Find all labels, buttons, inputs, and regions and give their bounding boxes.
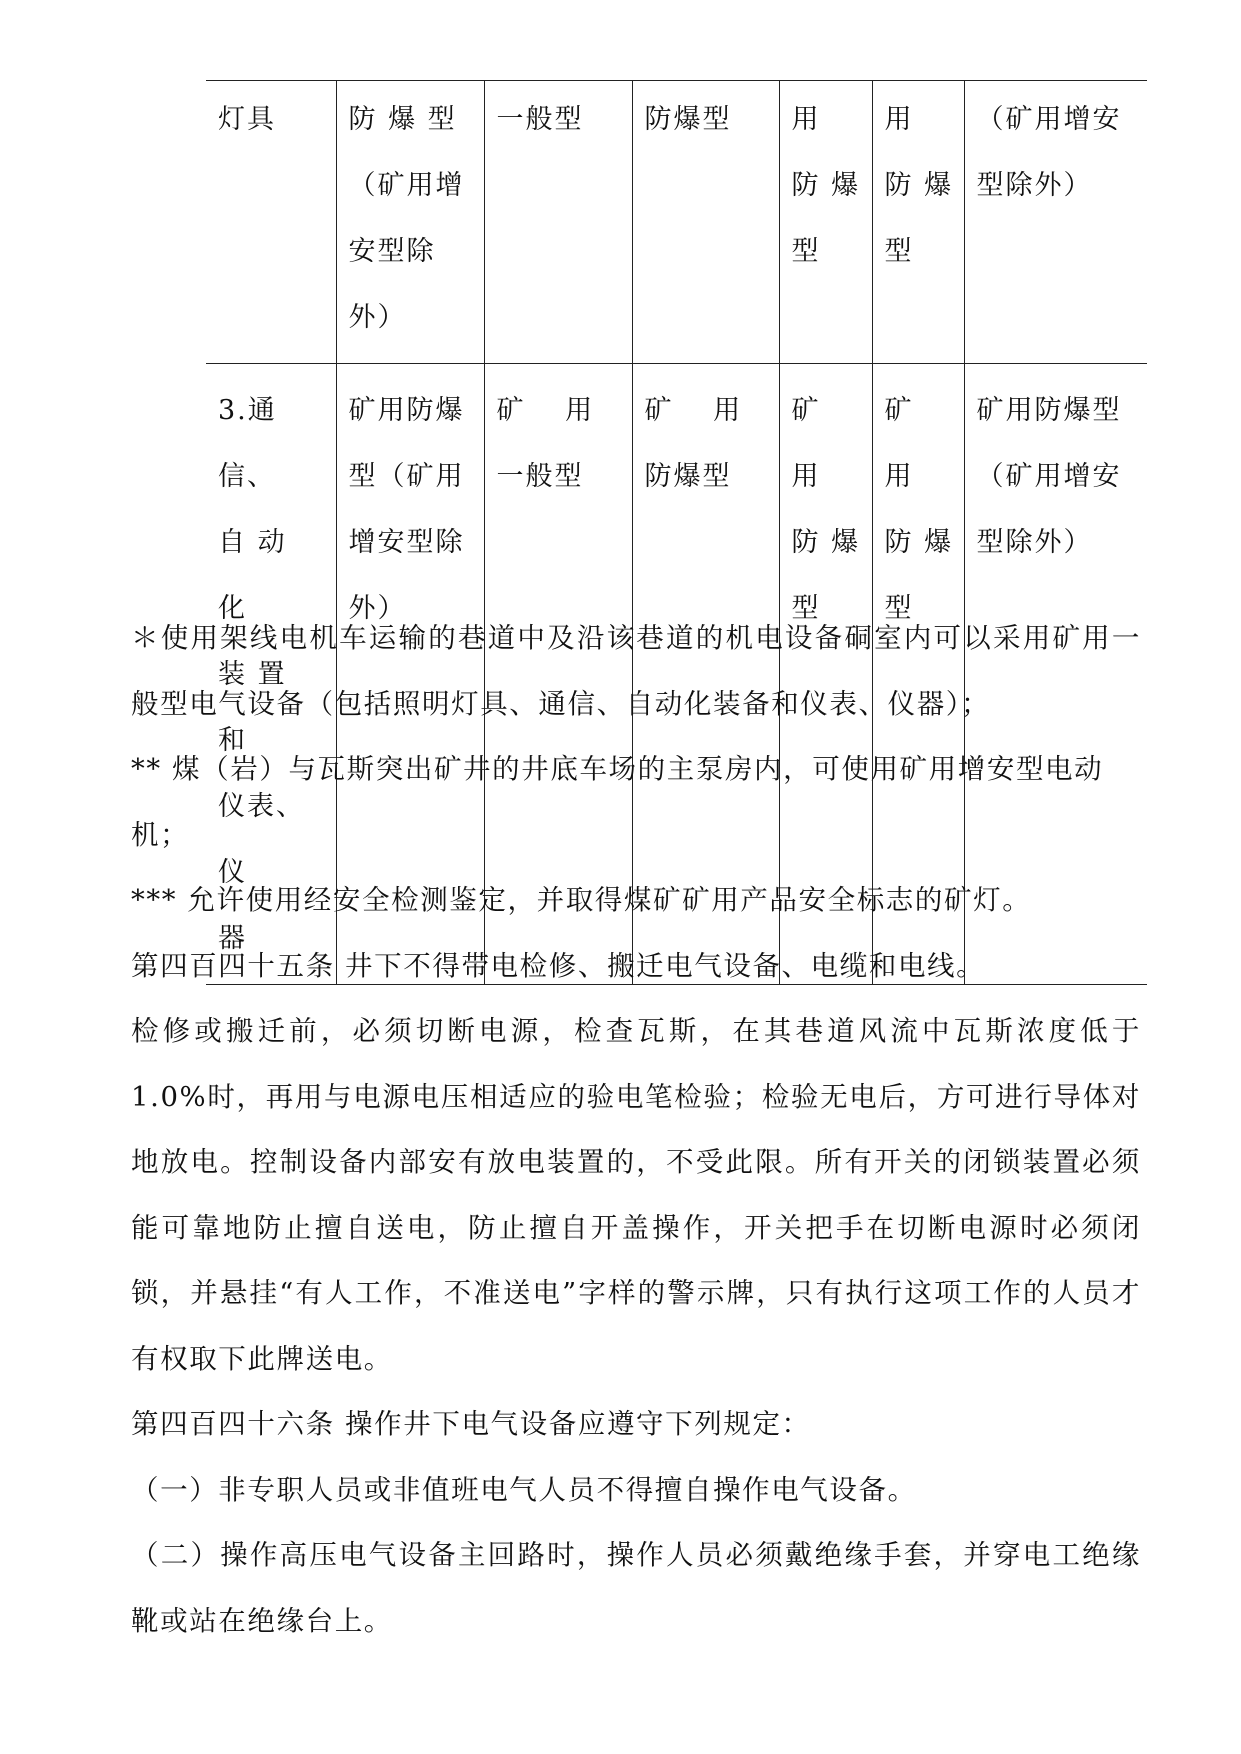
table-cell: 灯具 xyxy=(206,81,336,364)
table-cell: 矿 用 防 爆 型 xyxy=(779,364,872,985)
article-446-item-1: （一）非专职人员或非值班电气人员不得擅自操作电气设备。 xyxy=(131,1473,917,1506)
footnote-double-star: ** 煤（岩）与瓦斯突出矿井的井底车场的主泵房内，可使用矿用增安型电动机； xyxy=(131,753,1104,851)
table-cell: 一般型 xyxy=(484,81,632,364)
article-446-title: 第四百四十六条 操作井下电气设备应遵守下列规定： xyxy=(131,1408,811,1440)
article-445-title: 第四百四十五条 井下不得带电检修、搬迁电气设备、电缆和电线。 xyxy=(131,949,986,982)
footnote-single-star: ＊使用架线电机车运输的巷道中及沿该巷道的机电设备硐室内可以采用矿用一般型电气设备（包括照明灯具、通信、自动化装备和仪表、仪器）； xyxy=(131,622,1141,720)
table-cell: 矿 用 一般型 xyxy=(484,364,632,985)
table-cell: 防爆型 xyxy=(632,81,779,364)
table-cell: （矿用增安 型除外） xyxy=(964,81,1147,364)
body-text xyxy=(131,606,1141,1654)
table-cell: 矿 用 防 爆 型 xyxy=(872,364,964,985)
table-cell: 防 爆 型 （矿用增 安型除外） xyxy=(336,81,484,364)
table-cell: 用 防 爆 型 xyxy=(779,81,872,364)
table-cell: 矿 用 防爆型 xyxy=(632,364,779,985)
article-446-item-2: （二）操作高压电气设备主回路时，操作人员必须戴绝缘手套，并穿电工绝缘靴或站在绝缘台上。 xyxy=(131,1539,1141,1637)
table-cell: 3.通信、 自 动 化 装 置 和 仪表、仪 器 xyxy=(206,364,336,985)
table-cell: 矿用防爆型 （矿用增安 型除外） xyxy=(964,364,1147,985)
table-cell: 矿用防爆 型（矿用 增安型除 外） xyxy=(336,364,484,985)
table-row xyxy=(206,81,1147,364)
article-445-body: 检修或搬迁前，必须切断电源，检查瓦斯，在其巷道风流中瓦斯浓度低于 1.0%时，再用与电源电压相适应的验电笔检验；检验无电后，方可进行导体对地放电。控制设备内部安有放电装置的，不受此限。所有开关的闭锁装置必须能可靠地防止擅自送电，防止擅自开盖操作，开关把手在切断电源时必须闭锁，并悬挂“有人工作，不准送电”字样的警示牌，只有执行这项工作的人员才有权取下此牌送电。 xyxy=(131,1015,1141,1375)
table-cell: 用 防 爆 型 xyxy=(872,81,964,364)
footnote-triple-star: *** 允许使用经安全检测鉴定，并取得煤矿矿用产品安全标志的矿灯。 xyxy=(131,884,1032,916)
